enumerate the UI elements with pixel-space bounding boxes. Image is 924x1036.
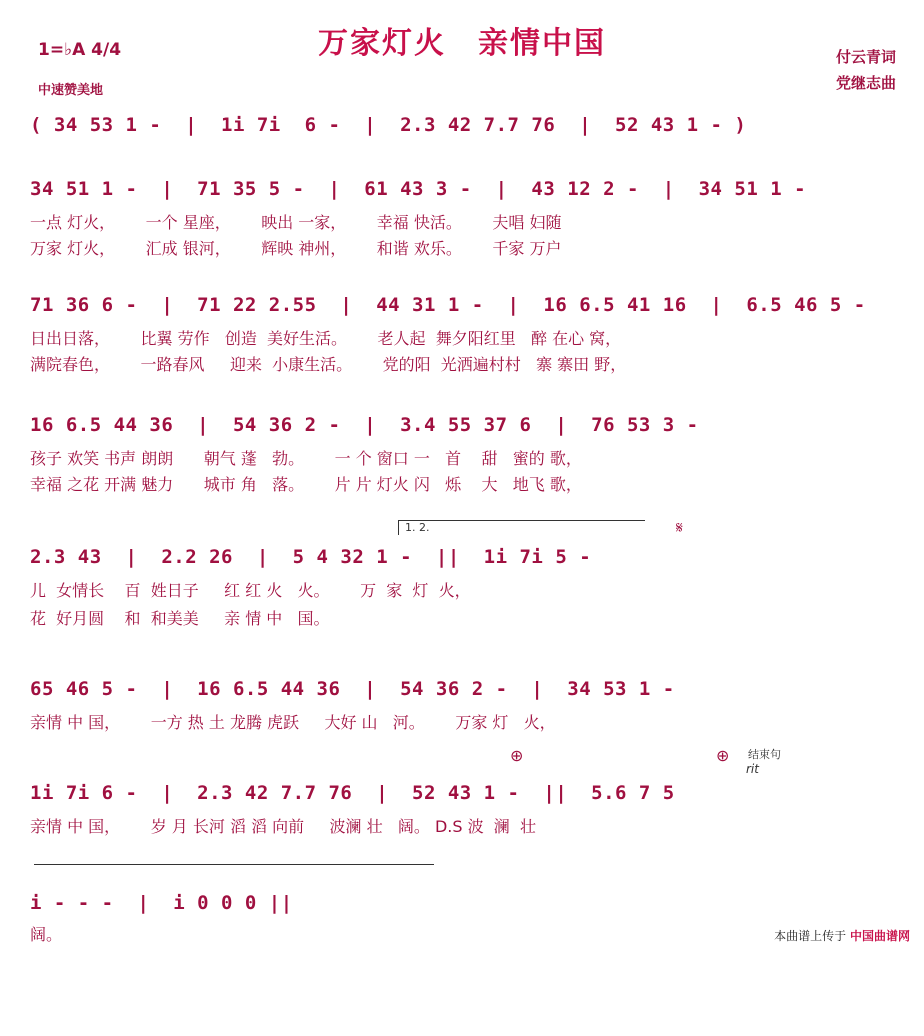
site-logo-text: 中国曲谱网 bbox=[849, 929, 910, 943]
lyric-verse-1: 儿 女情长 百 姓日子 红 红 火 火。 万 家 灯 火， bbox=[30, 581, 471, 600]
lyric-verse-2: 花 好月圆 和 和美美 亲 情 中 国。 bbox=[30, 609, 330, 628]
tempo-marking: 中速赞美地 bbox=[38, 83, 104, 98]
notes-line: 34 51 1 - | 71 35 5 - | 61 43 3 - | 43 12 2 - | 34 51 1 - bbox=[30, 178, 807, 200]
lyric-verse-2: 万家 灯火， 汇成 银河， 辉映 神州， 和谐 欢乐。 千家 万户 bbox=[30, 239, 562, 258]
coda-sign: ⊕ bbox=[510, 746, 524, 765]
coda-sign: ⊕ bbox=[716, 746, 730, 765]
lyric-verse-1: 日出日落， 比翼 劳作 创造 美好生活。 老人起 舞夕阳红里 醉 在心 窝， bbox=[30, 329, 622, 348]
lyric-verse-2: 满院春色， 一路春风 迎来 小康生活。 党的阳 光洒遍村村 寨 寨田 野， bbox=[30, 355, 627, 374]
score-system-8 bbox=[0, 886, 924, 1036]
score-system-5 bbox=[0, 518, 924, 690]
page-title: 万家灯火 亲情中国 bbox=[318, 26, 606, 61]
lyricist: 付云青词 bbox=[835, 48, 896, 66]
ending-phrase-label: 结束句 bbox=[748, 748, 781, 761]
notes-line: 1i 7i 6 - | 2.3 42 7.7 76 | 52 43 1 - || 5.6 7 5 bbox=[30, 782, 675, 804]
watermark-footer bbox=[774, 927, 910, 944]
tie-line bbox=[34, 864, 434, 865]
lyric-verse-1: 孩子 欢笑 书声 朗朗 朝气 蓬 勃。 一 个 窗口 一 首 甜 蜜的 歌， bbox=[30, 449, 582, 468]
notes-line: 71 36 6 - | 71 22 2.55 | 44 31 1 - | 16 6.5 41 16 | 6.5 46 5 - bbox=[30, 294, 866, 316]
composer: 党继志曲 bbox=[835, 74, 896, 92]
notes-line: i - - - | i 0 0 0 || bbox=[30, 892, 293, 914]
footer-prefix: 本曲谱上传于 bbox=[774, 929, 847, 943]
lyric-verse-1: 一点 灯火， 一个 星座， 映出 一家， 幸福 快活。 夫唱 妇随 bbox=[30, 213, 562, 232]
segno-sign: 𝄋 bbox=[676, 518, 683, 537]
lyric-verse-2: 幸福 之花 开满 魅力 城市 角 落。 片 片 灯火 闪 烁 大 地飞 歌， bbox=[30, 475, 582, 494]
lyric-verse-1: 亲情 中 国， 一方 热 土 龙腾 虎跃 大好 山 河。 万家 灯 火， bbox=[30, 713, 556, 732]
rit-marking: rit bbox=[746, 762, 759, 776]
first-second-ending: 1. 2. bbox=[398, 520, 645, 535]
notes-line: ( 34 53 1 - | 1i 7i 6 - | 2.3 42 7.7 76 | 52 43 1 - ) bbox=[30, 114, 747, 136]
score-system-4 bbox=[0, 408, 924, 558]
lyric-verse-1: 阔。 bbox=[30, 925, 63, 944]
notes-line: 65 46 5 - | 16 6.5 44 36 | 54 36 2 - | 34 53 1 - bbox=[30, 678, 675, 700]
notes-line: 16 6.5 44 36 | 54 36 2 - | 3.4 55 37 6 | 76 53 3 - bbox=[30, 414, 699, 436]
key-signature: 1=♭A 4/4 bbox=[38, 40, 122, 60]
credits bbox=[836, 44, 896, 96]
notes-line: 2.3 43 | 2.2 26 | 5 4 32 1 - || 1i 7i 5 - bbox=[30, 546, 592, 568]
lyric-verse-1: 亲情 中 国， 岁 月 长河 滔 滔 向前 波澜 壮 阔。 D.S 波 澜 壮 bbox=[30, 817, 536, 836]
